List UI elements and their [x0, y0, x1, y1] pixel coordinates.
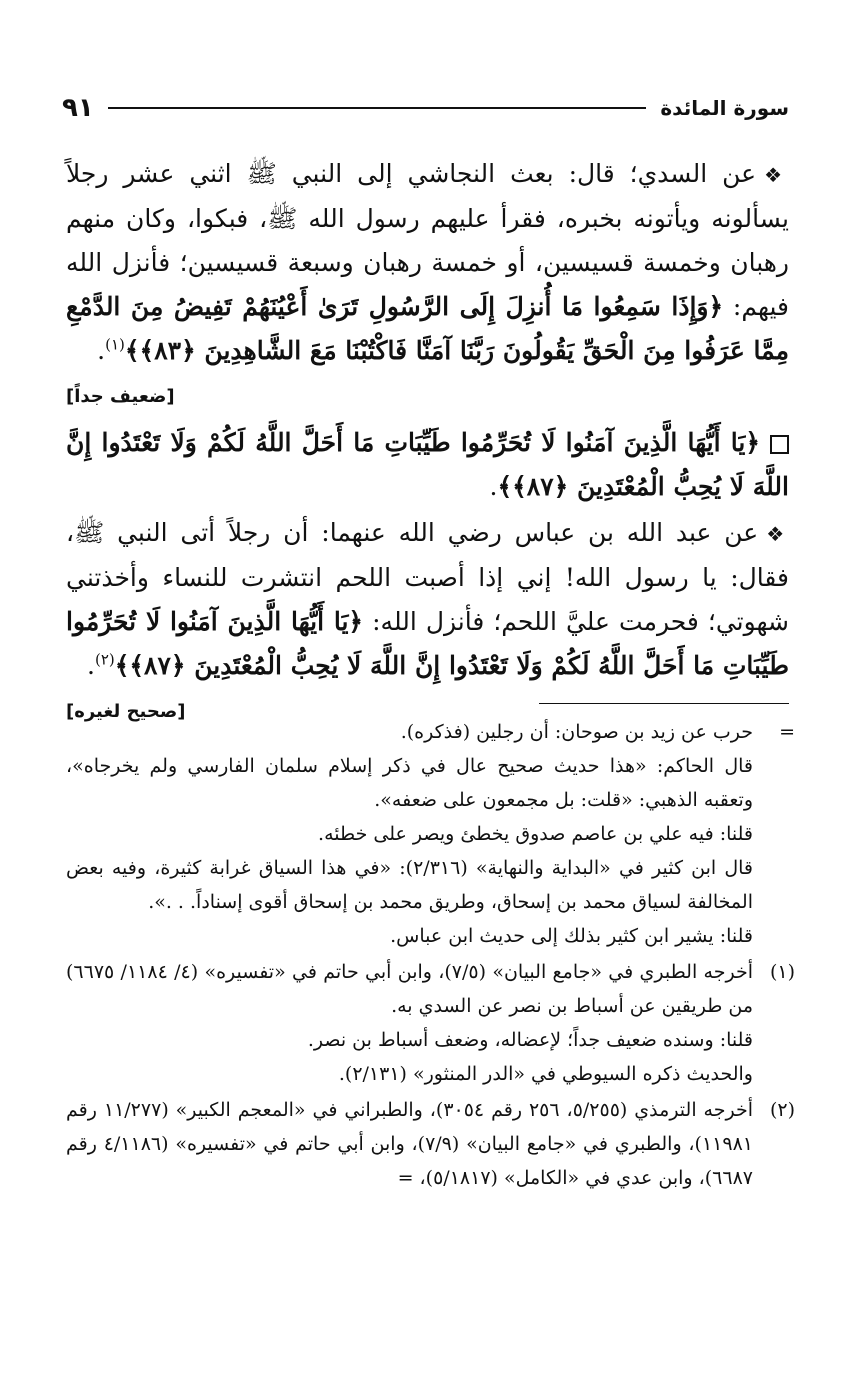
- narration-text: عن السدي؛ قال: بعث النجاشي إلى النبي ﷺ اثني عشر رجلاً يسألونه ويأتونه بخبره، فقرأ عليهم رسول الله ﷺ، فبكوا، وكان منهم رهبان وخمسة قسيسين، أو خمسة رهبان وسبعة قسيسين؛ فأنزل الله فيهم:: [66, 159, 789, 321]
- paragraph-asbab-2: [66, 511, 789, 734]
- footnote-body: [66, 715, 753, 953]
- footnote-marker: (١): [769, 961, 795, 983]
- hadith-grade: [ضعيف جداً]: [66, 386, 175, 407]
- footnote-2: [66, 1093, 795, 1195]
- footnotes: [66, 715, 795, 1197]
- footnote-line: قلنا: يشير ابن كثير بذلك إلى حديث ابن عباس.: [390, 925, 753, 947]
- footnote-ref[interactable]: (٢): [94, 650, 115, 669]
- paragraph-asbab-1: [66, 152, 789, 419]
- bullet-icon: ❖: [766, 522, 789, 546]
- sentence-end: .: [97, 336, 106, 365]
- footnote-line: قلنا: وسنده ضعيف جداً؛ لإعضاله، وضعف أسباط بن نصر.: [307, 1029, 753, 1051]
- footnote-ref[interactable]: (١): [105, 335, 125, 354]
- footnote-line: قال ابن كثير في «البداية والنهاية» (٢/٣١٦): «في هذا السياق غرابة كثيرة، وفيه بعض المخالفة لسياق محمد بن إسحاق، وطريق محمد بن إسحاق أقوى إسناداً. . .».: [66, 857, 754, 913]
- square-box-icon: [770, 435, 789, 454]
- quran-verse: ﴿يَا أَيُّهَا الَّذِينَ آمَنُوا لَا تُحَرِّمُوا طَيِّبَاتِ مَا أَحَلَّ اللَّهُ لَكُمْ وَلَا تَعْتَدُوا إِنَّ اللَّهَ لَا يُحِبُّ الْمُعْتَدِينَ ﴿٨٧﴾﴾: [66, 607, 789, 680]
- bullet-icon: ❖: [764, 163, 789, 187]
- quran-verse: ﴿وَإِذَا سَمِعُوا مَا أُنزِلَ إِلَى الرَّسُولِ تَرَىٰ أَعْيُنَهُمْ تَفِيضُ مِنَ الدَّمْعِ مِمَّا عَرَفُوا مِنَ الْحَقِّ يَقُولُونَ رَبَّنَا آمَنَّا فَاكْتُبْنَا مَعَ الشَّاهِدِينَ ﴿٨٣﴾﴾: [66, 292, 789, 365]
- sentence-end: .: [489, 472, 498, 501]
- narration-text: عن عبد الله بن عباس رضي الله عنهما: أن رجلاً أتى النبي ﷺ، فقال: يا رسول الله! إني إذا أصبت اللحم انتشرت للنساء وأخذتني شهوتي؛ فحرمت عليَّ اللحم؛ فأنزل الله:: [66, 518, 790, 636]
- main-text: [66, 152, 789, 734]
- footnote-continuation: [66, 715, 795, 953]
- page-number: ٩١: [62, 93, 94, 123]
- footnote-line: قال الحاكم: «هذا حديث صحيح عال في ذكر إسلام سلمان الفارسي ولم يخرجاه»، وتعقبه الذهبي: «قلت: بل مجمعون على ضعفه».: [66, 755, 753, 811]
- footnote-line: والحديث ذكره السيوطي في «الدر المنثور» (٢/١٣١).: [338, 1063, 753, 1085]
- quran-verse: ﴿يَا أَيُّهَا الَّذِينَ آمَنُوا لَا تُحَرِّمُوا طَيِّبَاتِ مَا أَحَلَّ اللَّهُ لَكُمْ وَلَا تَعْتَدُوا إِنَّ اللَّهَ لَا يُحِبُّ الْمُعْتَدِينَ ﴿٨٧﴾﴾: [66, 428, 789, 501]
- footnote-1: [66, 955, 795, 1091]
- surah-title: سورة المائدة: [660, 96, 789, 120]
- footnote-divider: [539, 703, 789, 704]
- footnote-line: قلنا: فيه علي بن عاصم صدوق يخطئ ويصر على خطئه.: [318, 823, 753, 845]
- footnote-body: [66, 955, 753, 1091]
- footnote-line: أخرجه الطبري في «جامع البيان» (٧/٥)، وابن أبي حاتم في «تفسيره» (٤/ ١١٨٤/ ٦٦٧٥) من طريقين عن أسباط بن نصر عن السدي به.: [66, 961, 753, 1017]
- footnote-line: أخرجه الترمذي (٥/٢٥٥، ٢٥٦ رقم ٣٠٥٤)، والطبراني في «المعجم الكبير» (١١/٢٧٧ رقم ١١٩٨١)، والطبري في «جامع البيان» (٧/٩)، وابن أبي حاتم في «تفسيره» (٤/١١٨٦ رقم ٦٦٨٧)، وابن عدي في «الكامل» (٥/١٨١٧)، =: [66, 1099, 753, 1189]
- footnote-marker: =: [779, 721, 795, 743]
- footnote-marker: (٢): [769, 1099, 795, 1121]
- verse-heading: [66, 421, 789, 509]
- sentence-end: .: [87, 651, 95, 680]
- header-rule: [108, 107, 647, 109]
- footnote-line: حرب عن زيد بن صوحان: أن رجلين (فذكره).: [400, 721, 753, 743]
- hadith-grade: [صحيح لغيره]: [66, 701, 186, 722]
- page-header: [62, 88, 789, 128]
- footnote-body: [66, 1093, 753, 1195]
